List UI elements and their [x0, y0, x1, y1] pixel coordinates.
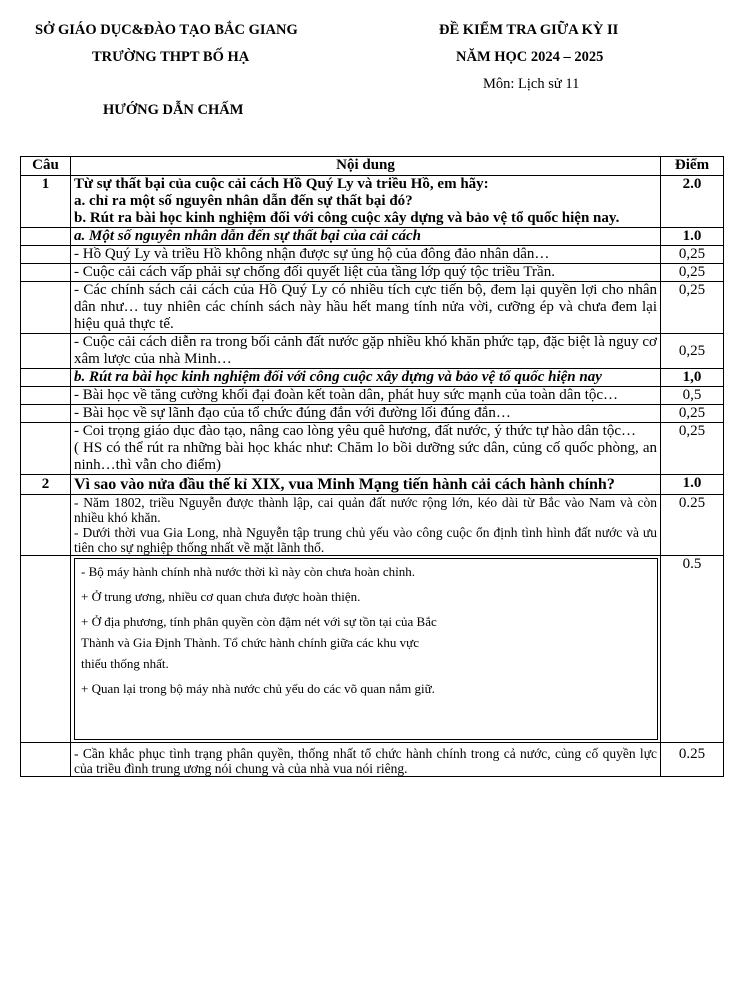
col-question-header: Câu	[21, 157, 71, 176]
guide-title: HƯỚNG DẪN CHẤM	[103, 102, 244, 118]
score-cell: 0.5	[661, 556, 724, 743]
empty-cell	[21, 246, 71, 264]
score-cell: 2.0	[661, 176, 724, 228]
empty-cell	[21, 282, 71, 334]
empty-cell	[21, 495, 71, 556]
question-number: 1	[21, 176, 71, 228]
answer-box	[74, 558, 658, 740]
empty-cell	[21, 556, 71, 743]
answer-line: Thành và Gia Định Thành. Tổ chức hành chính giữa các khu vực	[81, 635, 419, 650]
answer-line: + Ở địa phương, tính phân quyền còn đậm nét với sự tồn tại của Bắc	[81, 614, 437, 629]
score-cell: 0,25	[661, 264, 724, 282]
answer-line: - Năm 1802, triều Nguyễn được thành lập, cai quản đất nước rộng lớn, kéo dài từ Bắc vào Nam và còn nhiều khó khăn.	[74, 495, 657, 525]
score-cell: 0.25	[661, 743, 724, 777]
score-cell: 0,25	[661, 282, 724, 334]
question-sub-a: a. chỉ ra một số nguyên nhân dẫn đến sự thất bại đó?	[74, 193, 413, 209]
score-cell: 1.0	[661, 475, 724, 495]
col-content-header: Nội dung	[71, 157, 661, 176]
grading-table	[20, 156, 724, 777]
answer-line: - Bộ máy hành chính nhà nước thời kì này còn chưa hoàn chỉnh.	[81, 564, 415, 579]
table-row	[21, 387, 724, 405]
answer-line: - Coi trọng giáo dục đào tạo, nâng cao lòng yêu quê hương, đất nước, ý thức tự hào dân tộc…	[74, 423, 637, 439]
empty-cell	[21, 387, 71, 405]
empty-cell	[21, 334, 71, 369]
empty-cell	[21, 423, 71, 475]
table-row	[21, 246, 724, 264]
table-row	[21, 556, 724, 743]
subject-label: Môn: Lịch sử 11	[483, 76, 580, 92]
school-name: TRƯỜNG THPT BỐ HẠ	[92, 49, 250, 65]
col-score-header: Điểm	[661, 157, 724, 176]
answer-box-cell	[71, 556, 661, 743]
table-row	[21, 405, 724, 423]
score-cell: 0,25	[661, 334, 724, 369]
empty-cell	[21, 264, 71, 282]
question-text: Vì sao vào nửa đầu thế kỉ XIX, vua Minh Mạng tiến hành cải cách hành chính?	[71, 475, 661, 495]
table-row	[21, 334, 724, 369]
answer-text	[71, 495, 661, 556]
question-number: 2	[21, 475, 71, 495]
answer-line: thiếu thống nhất.	[81, 656, 169, 671]
table-row	[21, 369, 724, 387]
department-name: SỞ GIÁO DỤC&ĐÀO TẠO BẮC GIANG	[35, 22, 298, 38]
table-row	[21, 495, 724, 556]
answer-note: ( HS có thể rút ra những bài học khác như: Chăm lo bồi dưỡng sức dân, củng cố quốc phòng, an ninh…thì vẫn cho điểm)	[74, 440, 657, 473]
answer-line: - Dưới thời vua Gia Long, nhà Nguyễn tập trung chủ yếu vào công cuộc ổn định tình hình đất nước và ưu tiên cho sự nghiệp thống nhất về mặt lãnh thổ.	[74, 525, 657, 555]
score-cell: 1,0	[661, 369, 724, 387]
table-header-row	[21, 157, 724, 176]
question-title: Từ sự thất bại của cuộc cải cách Hồ Quý Ly và triều Hồ, em hãy:	[74, 176, 489, 192]
score-cell: 0,25	[661, 405, 724, 423]
score-cell: 0,25	[661, 423, 724, 475]
question-sub-b: b. Rút ra bài học kinh nghiệm đối với công cuộc xây dựng và bảo vệ tổ quốc hiện nay.	[74, 210, 620, 226]
answer-text: - Bài học về tăng cường khối đại đoàn kết toàn dân, phát huy sức mạnh của toàn dân tộc…	[71, 387, 661, 405]
table-row	[21, 264, 724, 282]
section-title: a. Một số nguyên nhân dẫn đến sự thất bại của cải cách	[71, 228, 661, 246]
answer-text	[71, 423, 661, 475]
table-row	[21, 475, 724, 495]
table-row	[21, 423, 724, 475]
table-row	[21, 176, 724, 228]
answer-line: + Quan lại trong bộ máy nhà nước chủ yếu do các võ quan nắm giữ.	[81, 681, 435, 696]
answer-text: - Các chính sách cải cách của Hồ Quý Ly có nhiều tích cực tiến bộ, đem lại quyền lợi cho nhân dân như… tuy nhiên các chính sách này hầu hết mang tính nửa vời, cưỡng ép và chưa đem lại hiệu quả thực tế.	[71, 282, 661, 334]
table-row	[21, 228, 724, 246]
answer-text: - Bài học về sự lãnh đạo của tổ chức đúng đắn với đường lối đúng đắn…	[71, 405, 661, 423]
score-cell: 0,25	[661, 246, 724, 264]
answer-text: - Cuộc cải cách diễn ra trong bối cảnh đất nước gặp nhiều khó khăn phức tạp, đặc biệt là nguy cơ xâm lược của nhà Minh…	[71, 334, 661, 369]
question-text	[71, 176, 661, 228]
table-row	[21, 743, 724, 777]
exam-title: ĐỀ KIỂM TRA GIỮA KỲ II	[439, 22, 619, 38]
section-title: b. Rút ra bài học kinh nghiệm đối với công cuộc xây dựng và bảo vệ tổ quốc hiện nay	[71, 369, 661, 387]
school-year: NĂM HỌC 2024 – 2025	[456, 49, 604, 65]
answer-text: - Hồ Quý Ly và triều Hồ không nhận được sự ủng hộ của đông đảo nhân dân…	[71, 246, 661, 264]
answer-text: - Cần khắc phục tình trạng phân quyền, thống nhất tổ chức hành chính trong cả nước, củng cố quyền lực của triều đình trung ương nói chung và của nhà vua nói riêng.	[71, 743, 661, 777]
score-cell: 0.25	[661, 495, 724, 556]
empty-cell	[21, 743, 71, 777]
empty-cell	[21, 405, 71, 423]
empty-cell	[21, 369, 71, 387]
table-row	[21, 282, 724, 334]
empty-cell	[21, 228, 71, 246]
answer-line: + Ở trung ương, nhiều cơ quan chưa được hoàn thiện.	[81, 589, 361, 604]
score-cell: 0,5	[661, 387, 724, 405]
answer-text: - Cuộc cải cách vấp phải sự chống đối quyết liệt của tầng lớp quý tộc triều Trần.	[71, 264, 661, 282]
score-cell: 1.0	[661, 228, 724, 246]
